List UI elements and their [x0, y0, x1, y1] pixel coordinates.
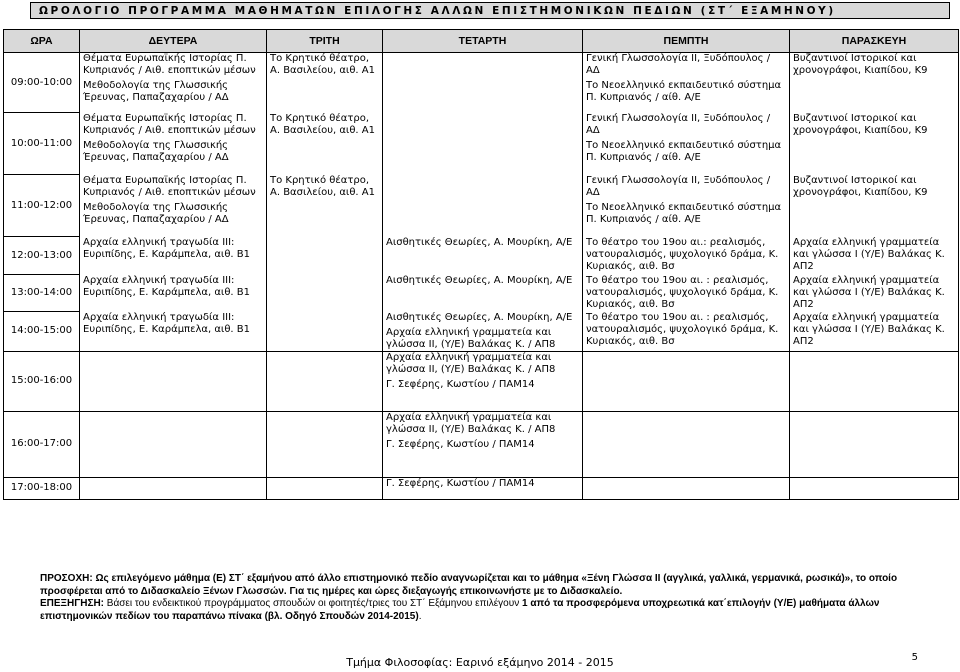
cell-tuesday	[267, 312, 383, 352]
cell-friday	[790, 351, 959, 411]
course-entry: Το Νεοελληνικό εκπαιδευτικό σύστημα Π. Κυπριανός / αίθ. Α/Ε	[586, 201, 782, 225]
table-row	[4, 113, 959, 175]
cell-monday	[80, 411, 267, 477]
explanation-text-2: 1 από τα προσφερόμενα υποχρεωτικά κατ΄επιλογήν (Υ/Ε)	[521, 598, 797, 609]
table-row	[4, 477, 959, 499]
course-entry: Θέματα Ευρωπαϊκής Ιστορίας Π. Κυπριανός / Αιθ. εποπτικών μέσων	[83, 112, 256, 136]
cell-tuesday	[267, 275, 383, 312]
course-entry: Το θέατρο του 19ου αι. : ρεαλισμός, νατουραλισμός, ψυχολογικό δράμα, Κ. Κυριακός, αιθ. Βσ	[586, 311, 779, 347]
cell-thursday	[583, 53, 790, 113]
cell-thursday	[583, 275, 790, 312]
course-entry: Το Νεοελληνικό εκπαιδευτικό σύστημα Π. Κυπριανός / αίθ. Α/Ε	[586, 139, 782, 163]
course-entry: Μεθοδολογία της Γλωσσικής Έρευνας, Παπαζαχαρίου / ΑΔ	[83, 139, 229, 163]
page-number: 5	[911, 652, 918, 663]
cell-wednesday	[383, 113, 583, 175]
time-cell: 11:00-12:00	[4, 175, 80, 237]
timetable	[3, 29, 959, 500]
cell-thursday	[583, 312, 790, 352]
cell-tuesday	[267, 411, 383, 477]
cell-tuesday	[267, 53, 383, 113]
cell-wednesday	[383, 237, 583, 275]
course-entry: Αρχαία ελληνική γραμματεία και γλώσσα Ι (Υ/Ε) Βαλάκας Κ. ΑΠ2	[793, 274, 945, 310]
course-entry: Γ. Σεφέρης, Κωστίου / ΠΑΜ14	[386, 477, 535, 489]
cell-tuesday	[267, 237, 383, 275]
cell-friday	[790, 477, 959, 499]
attention-note: ΠΡΟΣΟΧΗ: Ως επιλεγόμενο μάθημα (Ε) ΣΤ΄ εξαμήνου από άλλο επιστημονικό πεδίο αναγνωρίζεται και το μάθημα «Ξένη Γλώσσα ΙΙ (αγγλικά, γαλλικά, γερμανικά, ρωσικά)», το οποίο προσφέρεται από το Διδασκαλείο Ξένων Γλωσσών. Για τις ημέρες και ώρες διεξαγωγής επικοινωνήστε με το Διδασκαλείο.	[40, 573, 898, 597]
cell-monday	[80, 312, 267, 352]
course-entry: Θέματα Ευρωπαϊκής Ιστορίας Π. Κυπριανός / Αιθ. εποπτικών μέσων	[83, 174, 256, 198]
explanation-text-1: Βάσει του ενδεικτικού προγράμματος σπουδών οι φοιτητές/τριες του ΣΤ΄ Εξάμηνου επιλέγουν	[106, 598, 520, 609]
table-row	[4, 275, 959, 312]
time-cell: 15:00-16:00	[4, 351, 80, 411]
course-entry: Γ. Σεφέρης, Κωστίου / ΠΑΜ14	[386, 378, 535, 390]
course-entry: Γενική Γλωσσολογία ΙΙ, Ξυδόπουλος / ΑΔ	[586, 174, 771, 198]
cell-thursday	[583, 175, 790, 237]
course-entry: Αρχαία ελληνική γραμματεία και γλώσσα ΙΙ, (Υ/Ε) Βαλάκας Κ. / ΑΠ8	[386, 326, 556, 350]
course-entry: Το θέατρο του 19ου αι. : ρεαλισμός, νατουραλισμός, ψυχολογικό δράμα, Κ. Κυριακός, αιθ. Βσ	[586, 274, 779, 310]
cell-friday	[790, 312, 959, 352]
course-entry: Θέματα Ευρωπαϊκής Ιστορίας Π. Κυπριανός / Αιθ. εποπτικών μέσων	[83, 53, 256, 76]
cell-monday	[80, 113, 267, 175]
course-entry: Αρχαία ελληνική τραγωδία ΙΙΙ: Ευριπίδης, Ε. Καράμπελα, αιθ. Β1	[83, 274, 251, 298]
cell-thursday	[583, 477, 790, 499]
cell-friday	[790, 113, 959, 175]
cell-tuesday	[267, 113, 383, 175]
course-entry: Βυζαντινοί Ιστορικοί και χρονογράφοι, Κιαπίδου, Κ9	[793, 112, 928, 136]
header-monday: ΔΕΥΤΕΡΑ	[80, 30, 267, 53]
course-entry: Αρχαία ελληνική τραγωδία ΙΙΙ: Ευριπίδης, Ε. Καράμπελα, αιθ. Β1	[83, 311, 251, 335]
schedule-title: ΩΡΟΛΟΓΙΟ ΠΡΟΓΡΑΜΜΑ ΜΑΘΗΜΑΤΩΝ ΕΠΙΛΟΓΗΣ ΑΛΛΩΝ ΕΠΙΣΤΗΜΟΝΙΚΩΝ ΠΕΔΙΩΝ (ΣΤ΄ ΕΞΑΜΗΝΟΥ)	[30, 2, 950, 19]
course-entry: Αισθητικές Θεωρίες, Α. Μουρίκη, Α/Ε	[386, 236, 573, 248]
cell-thursday	[583, 113, 790, 175]
course-entry: Αισθητικές Θεωρίες, Α. Μουρίκη, Α/Ε	[386, 311, 573, 323]
time-cell: 14:00-15:00	[4, 312, 80, 352]
cell-monday	[80, 237, 267, 275]
time-cell: 17:00-18:00	[4, 477, 80, 499]
cell-wednesday	[383, 53, 583, 113]
cell-thursday	[583, 237, 790, 275]
time-cell: 10:00-11:00	[4, 113, 80, 175]
course-entry: Γ. Σεφέρης, Κωστίου / ΠΑΜ14	[386, 438, 535, 450]
cell-wednesday	[383, 351, 583, 411]
table-row	[4, 175, 959, 237]
time-cell: 13:00-14:00	[4, 275, 80, 312]
cell-wednesday	[383, 312, 583, 352]
course-entry: Αρχαία ελληνική τραγωδία ΙΙΙ: Ευριπίδης, Ε. Καράμπελα, αιθ. Β1	[83, 236, 251, 260]
header-thursday: ΠΕΜΠΤΗ	[583, 30, 790, 53]
cell-friday	[790, 237, 959, 275]
footer: Τμήμα Φιλοσοφίας: Εαρινό εξάμηνο 2014 - 2015	[346, 656, 614, 669]
table-row	[4, 411, 959, 477]
cell-tuesday	[267, 351, 383, 411]
course-entry: Μεθοδολογία της Γλωσσικής Έρευνας, Παπαζαχαρίου / ΑΔ	[83, 201, 229, 225]
table-row	[4, 351, 959, 411]
course-entry: Βυζαντινοί Ιστορικοί και χρονογράφοι, Κιαπίδου, Κ9	[793, 174, 928, 198]
cell-wednesday	[383, 175, 583, 237]
course-entry: Το Νεοελληνικό εκπαιδευτικό σύστημα Π. Κυπριανός / αίθ. Α/Ε	[586, 80, 782, 103]
cell-friday	[790, 175, 959, 237]
course-entry: Αρχαία ελληνική γραμματεία και γλώσσα ΙΙ, (Υ/Ε) Βαλάκας Κ. / ΑΠ8	[386, 351, 556, 375]
cell-friday	[790, 275, 959, 312]
course-entry: Το Κρητικό θέατρο, Α. Βασιλείου, αιθ. Α1	[270, 174, 375, 198]
explanation-label: ΕΠΕΞΗΓΗΣΗ:	[40, 598, 105, 609]
header-tuesday: ΤΡΙΤΗ	[267, 30, 383, 53]
course-entry: Γενική Γλωσσολογία ΙΙ, Ξυδόπουλος / ΑΔ	[586, 112, 771, 136]
course-entry: Αισθητικές Θεωρίες, Α. Μουρίκη, Α/Ε	[386, 274, 573, 286]
cell-monday	[80, 175, 267, 237]
course-entry: Αρχαία ελληνική γραμματεία και γλώσσα Ι (Υ/Ε) Βαλάκας Κ. ΑΠ2	[793, 311, 945, 347]
cell-tuesday	[267, 175, 383, 237]
course-entry: Αρχαία ελληνική γραμματεία και γλώσσα Ι (Υ/Ε) Βαλάκας Κ. ΑΠ2	[793, 236, 945, 272]
course-entry: Αρχαία ελληνική γραμματεία και γλώσσα ΙΙ, (Υ/Ε) Βαλάκας Κ. / ΑΠ8	[386, 411, 556, 435]
time-cell: 12:00-13:00	[4, 237, 80, 275]
course-entry: Το θέατρο του 19ου αι.: ρεαλισμός, νατουραλισμός, ψυχολογικό δράμα, Κ. Κυριακός, αιθ. Βσ	[586, 236, 779, 272]
course-entry: Γενική Γλωσσολογία ΙΙ, Ξυδόπουλος / ΑΔ	[586, 53, 771, 76]
course-entry: Το Κρητικό θέατρο, Α. Βασιλείου, αιθ. Α1	[270, 53, 375, 76]
cell-wednesday	[383, 477, 583, 499]
cell-friday	[790, 411, 959, 477]
course-entry: Μεθοδολογία της Γλωσσικής Έρευνας, Παπαζαχαρίου / ΑΔ	[83, 80, 229, 103]
cell-wednesday	[383, 275, 583, 312]
notes	[40, 573, 945, 623]
cell-thursday	[583, 351, 790, 411]
cell-monday	[80, 351, 267, 411]
cell-monday	[80, 275, 267, 312]
cell-tuesday	[267, 477, 383, 499]
header-row	[4, 30, 959, 53]
table-row	[4, 53, 959, 113]
header-time: ΩΡΑ	[4, 30, 80, 53]
table-row	[4, 237, 959, 275]
cell-wednesday	[383, 411, 583, 477]
cell-monday	[80, 477, 267, 499]
header-friday: ΠΑΡΑΣΚΕΥΗ	[790, 30, 959, 53]
explanation-text-3: μαθήματα άλλων επιστημονικών πεδίων του παραπάνω πίνακα (βλ. Οδηγό Σπουδών 2014-2015)	[40, 598, 880, 622]
cell-friday	[790, 53, 959, 113]
time-cell: 09:00-10:00	[4, 53, 80, 113]
course-entry: Το Κρητικό θέατρο, Α. Βασιλείου, αιθ. Α1	[270, 112, 375, 136]
header-wednesday: ΤΕΤΑΡΤΗ	[383, 30, 583, 53]
cell-thursday	[583, 411, 790, 477]
course-entry: Βυζαντινοί Ιστορικοί και χρονογράφοι, Κιαπίδου, Κ9	[793, 53, 928, 76]
time-cell: 16:00-17:00	[4, 411, 80, 477]
table-row	[4, 312, 959, 352]
cell-monday	[80, 53, 267, 113]
explanation-note	[40, 598, 945, 623]
explanation-text-4: .	[418, 610, 422, 622]
timetable-body	[4, 53, 959, 500]
